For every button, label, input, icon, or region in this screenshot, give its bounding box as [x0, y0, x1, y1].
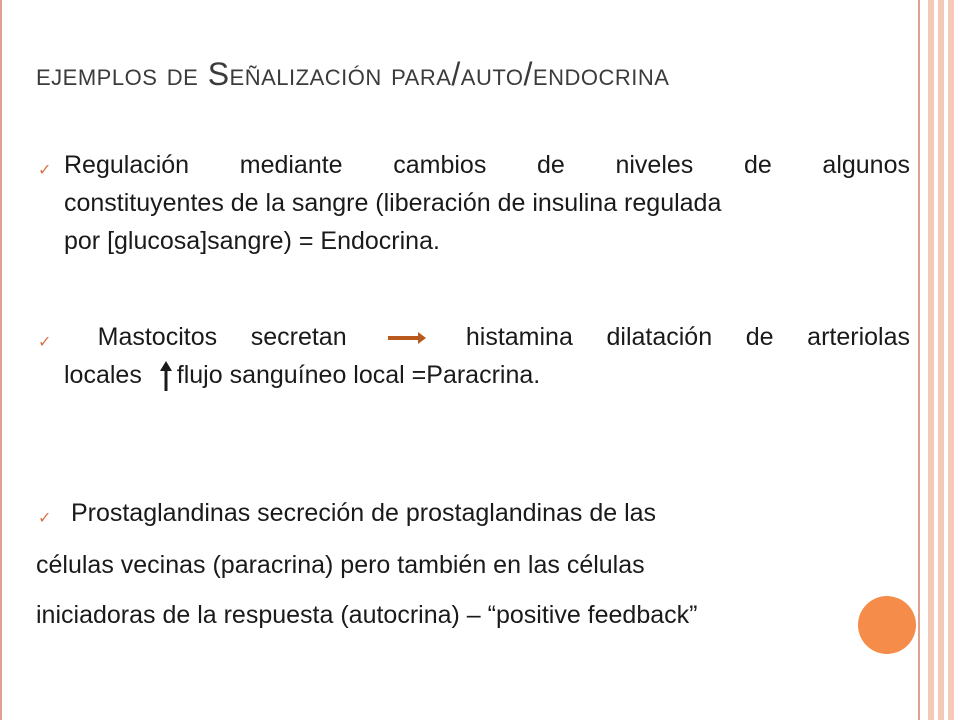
check-icon: ✓	[38, 510, 52, 527]
bullet-line: constituyentes de la sangre (liberación de insulina regulada	[64, 189, 722, 217]
bullet-text: flujo sanguíneo local =Paracrina.	[176, 361, 541, 389]
decorative-stripes	[922, 0, 960, 720]
bullet-text: histamina dilatación de arteriolas	[465, 323, 910, 351]
bullet-line	[64, 356, 910, 394]
bullet-line: por [glucosa]sangre) = Endocrina.	[64, 227, 440, 255]
bullet-text: locales	[64, 361, 142, 389]
bullet-autocrine	[64, 494, 910, 532]
paragraph-line: células vecinas (paracrina) pero también en las células	[36, 551, 645, 579]
bullet-line: Regulación mediante cambios de niveles de algunos	[64, 151, 910, 179]
bullet-paracrine	[64, 318, 910, 394]
bullet-line	[64, 494, 910, 532]
right-arrow-icon	[386, 331, 426, 345]
paragraph-autocrine	[36, 540, 916, 640]
bullet-line	[64, 318, 910, 356]
check-icon: ✓	[38, 334, 52, 351]
slide-title: ejemplos de Señalización para/auto/endocrina	[36, 56, 670, 92]
check-icon: ✓	[38, 162, 52, 179]
bullet-text: Mastocitos secretan	[97, 323, 347, 351]
paragraph-line: iniciadoras de la respuesta (autocrina) – “positive feedback”	[36, 601, 698, 629]
bullet-text: Prostaglandinas secreción de prostaglandinas de las	[70, 499, 657, 527]
up-arrow-icon	[159, 361, 173, 391]
decorative-circle	[858, 596, 916, 654]
bullet-endocrine	[64, 146, 910, 260]
